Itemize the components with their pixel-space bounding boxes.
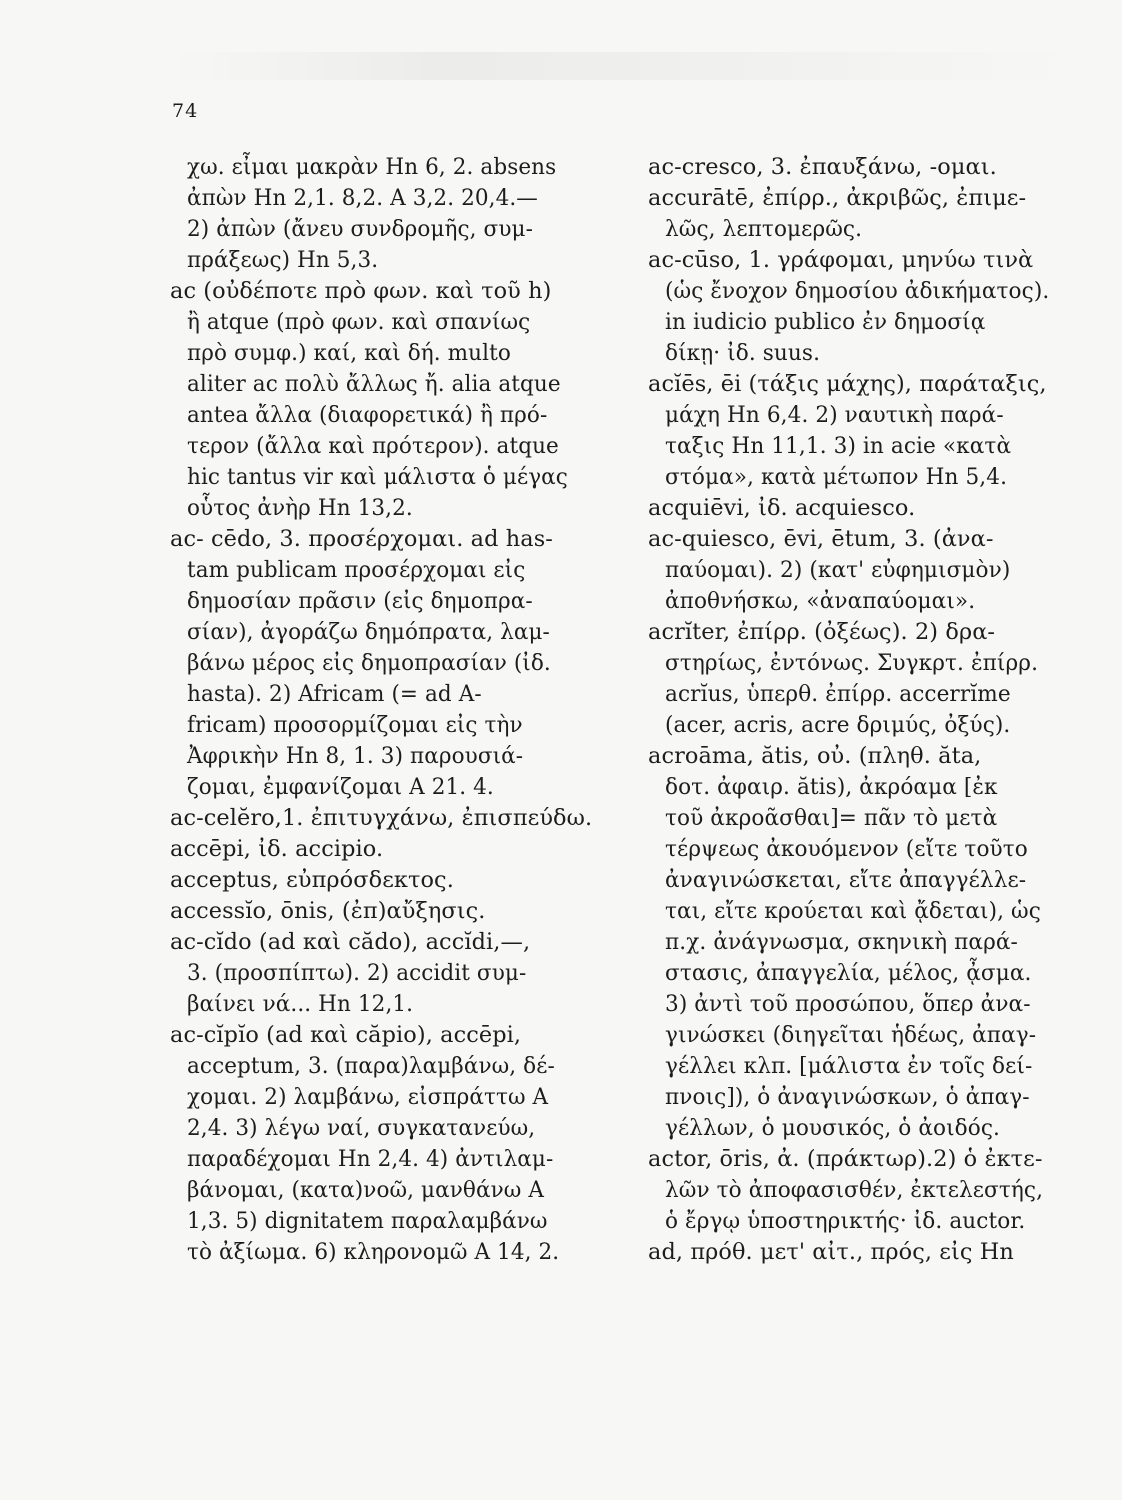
dictionary-line: οὗτος ἀνὴρ Hn 13,2. (187, 495, 413, 521)
dictionary-line: στασις, ἀπαγγελία, μέλος, ᾆσμα. (665, 960, 1032, 986)
dictionary-line: τὸ ἀξίωμα. 6) κληρονομῶ A 14, 2. (187, 1239, 560, 1265)
dictionary-line: χω. εἶμαι μακρὰν Hn 6, 2. absens (187, 154, 557, 180)
dictionary-line: hasta). 2) Africam (= ad A- (187, 681, 482, 707)
dictionary-line: στηρίως, ἐντόνως. Συγκρτ. ἐπίρρ. (665, 650, 1039, 676)
dictionary-line: ac-cūso, 1. γράφομαι, μηνύω τινὰ (648, 247, 1034, 273)
dictionary-line: τερον (ἄλλα καὶ πρότερον). atque (187, 433, 559, 459)
dictionary-line: πνοις]), ὁ ἀναγινώσκων, ὁ ἀπαγ- (665, 1084, 1030, 1110)
dictionary-line: accessĭo, ōnis, (ἐπ)αὔξησις. (170, 898, 486, 924)
dictionary-line: γινώσκει (διηγεῖται ἡδέως, ἀπαγ- (665, 1022, 1037, 1048)
dictionary-line: πράξεως) Hn 5,3. (187, 247, 379, 273)
dictionary-line: ται, εἴτε κρούεται καὶ ᾄδεται), ὡς (665, 898, 1041, 924)
dictionary-line: Ἀφρικὴν Hn 8, 1. 3) παρουσιά- (187, 743, 524, 769)
left-column (170, 152, 610, 1422)
dictionary-line: acquiēvi, ἰδ. acquiesco. (648, 495, 916, 521)
dictionary-line: μάχη Hn 6,4. 2) ναυτικὴ παρά- (665, 402, 1004, 428)
dictionary-line: γέλλει κλπ. [μάλιστα ἐν τοῖς δεί- (665, 1053, 1033, 1079)
dictionary-line: χομαι. 2) λαμβάνω, εἰσπράττω A (187, 1084, 549, 1110)
dictionary-line: λῶς, λεπτομερῶς. (665, 216, 863, 242)
dictionary-line: τοῦ ἀκροᾶσθαι]= πᾶν τὸ μετὰ (665, 805, 998, 831)
dictionary-line: ἀναγινώσκεται, εἴτε ἀπαγγέλλε- (665, 867, 1027, 893)
dictionary-line: 3) ἀντὶ τοῦ προσώπου, ὅπερ ἀνα- (665, 991, 1031, 1017)
dictionary-line: ac-cĭpĭo (ad καὶ căpio), accēpi, (170, 1022, 522, 1048)
dictionary-line: ac-cresco, 3. ἐπαυξάνω, -ομαι. (648, 154, 997, 180)
page-number: 74 (172, 100, 199, 122)
dictionary-line: acceptum, 3. (παρα)λαμβάνω, δέ- (187, 1053, 555, 1079)
dictionary-line: γέλλων, ὁ μουσικός, ὁ ἀοιδός. (665, 1115, 1001, 1141)
dictionary-line: actor, ōris, ἀ. (πράκτωρ).2) ὁ ἐκτε- (648, 1146, 1043, 1172)
dictionary-line: σίαν), ἀγοράζω δημόπρατα, λαμ- (187, 619, 550, 645)
dictionary-line: ac-cĭdo (ad καὶ cădo), accĭdi,—, (170, 929, 531, 955)
dictionary-line: βάνομαι, (κατα)νοῶ, μανθάνω A (187, 1177, 544, 1203)
dictionary-line: (acer, acris, acre δριμύς, ὀξύς). (665, 712, 1011, 738)
dictionary-line: acrĭus, ὑπερθ. ἐπίρρ. accerrĭme (665, 681, 1011, 707)
dictionary-line: λῶν τὸ ἀποφασισθέν, ἐκτελεστής, (665, 1177, 1044, 1203)
dictionary-line: acroāma, ătis, οὐ. (πληθ. ăta, (648, 743, 982, 769)
dictionary-line: ac (οὐδέποτε πρὸ φων. καὶ τοῦ h) (170, 278, 552, 304)
dictionary-line: (ὡς ἔνοχον δημοσίου ἀδικήματος). (665, 278, 1050, 304)
dictionary-line: βαίνει νά... Hn 12,1. (187, 991, 414, 1017)
dictionary-line: ζομαι, ἐμφανίζομαι A 21. 4. (187, 774, 494, 800)
dictionary-line: παραδέχομαι Hn 2,4. 4) ἀντιλαμ- (187, 1146, 554, 1172)
dictionary-line: acĭēs, ēi (τάξις μάχης), παράταξις, (648, 371, 1047, 397)
dictionary-line: 1,3. 5) dignitatem παραλαμβάνω (187, 1208, 548, 1234)
dictionary-line: δίκῃ· ἰδ. suus. (665, 340, 821, 366)
dictionary-line: 2) ἀπὼν (ἄνευ συνδρομῆς, συμ- (187, 216, 533, 242)
dictionary-line: acrĭter, ἐπίρρ. (ὀξέως). 2) δρα- (648, 619, 996, 645)
dictionary-line: 2,4. 3) λέγω ναί, συγκατανεύω, (187, 1115, 536, 1141)
dictionary-line: δοτ. ἀφαιρ. ătis), ἀκρόαμα [ἐκ (665, 774, 998, 800)
dictionary-line: βάνω μέρος εἰς δημοπρασίαν (ἰδ. (187, 650, 551, 676)
dictionary-line: hic tantus vir καὶ μάλιστα ὁ μέγας (187, 464, 568, 490)
dictionary-line: accurātē, ἐπίρρ., ἀκριβῶς, ἐπιμε- (648, 185, 1027, 211)
dictionary-line: δημοσίαν πρᾶσιν (εἰς δημοπρα- (187, 588, 533, 614)
dictionary-line: 3. (προσπίπτω). 2) accidit συμ- (187, 960, 527, 986)
dictionary-line: ad, πρόθ. μετ' αἰτ., πρός, εἰς Hn (648, 1239, 1014, 1265)
dictionary-line: ἢ atque (πρὸ φων. καὶ σπανίως (187, 309, 531, 335)
dictionary-line: acceptus, εὐπρόσδεκτος. (170, 867, 454, 893)
dictionary-line: accēpi, ἰδ. accipio. (170, 836, 384, 862)
dictionary-line: π.χ. ἀνάγνωσμα, σκηνικὴ παρά- (665, 929, 1018, 955)
bleed-through-shadow (172, 52, 1072, 80)
dictionary-line: στόμα», κατὰ μέτωπον Hn 5,4. (665, 464, 1008, 490)
dictionary-line: tam publicam προσέρχομαι εἰς (187, 557, 526, 583)
dictionary-line: παύομαι). 2) (κατ' εὐφημισμὸν) (665, 557, 1011, 583)
dictionary-line: antea ἄλλα (διαφορετικά) ἢ πρό- (187, 402, 548, 428)
dictionary-line: ὁ ἔργῳ ὑποστηρικτής· ἰδ. auctor. (665, 1208, 1026, 1234)
dictionary-line: ac-celĕro,1. ἐπιτυγχάνω, ἐπισπεύδω. (170, 805, 593, 831)
dictionary-line: ἀποθνήσκω, «ἀναπαύομαι». (665, 588, 976, 614)
right-column (648, 152, 1118, 1422)
dictionary-line: in iudicio publico ἐν δημοσίᾳ (665, 309, 986, 335)
dictionary-line: fricam) προσορμίζομαι εἰς τὴν (187, 712, 523, 738)
dictionary-line: ταξις Hn 11,1. 3) in acie «κατὰ (665, 433, 1012, 459)
dictionary-line: ac-quiesco, ēvi, ētum, 3. (ἀνα- (648, 526, 994, 552)
dictionary-line: ἀπὼν Hn 2,1. 8,2. A 3,2. 20,4.— (187, 185, 538, 211)
dictionary-line: πρὸ συμφ.) καί, καὶ δή. multo (187, 340, 511, 366)
dictionary-line: ac- cēdo, 3. προσέρχομαι. ad has- (170, 526, 553, 552)
dictionary-line: τέρψεως ἀκουόμενον (εἴτε τοῦτο (665, 836, 1028, 862)
dictionary-line: aliter ac πολὺ ἄλλως ἤ. alia atque (187, 371, 561, 397)
